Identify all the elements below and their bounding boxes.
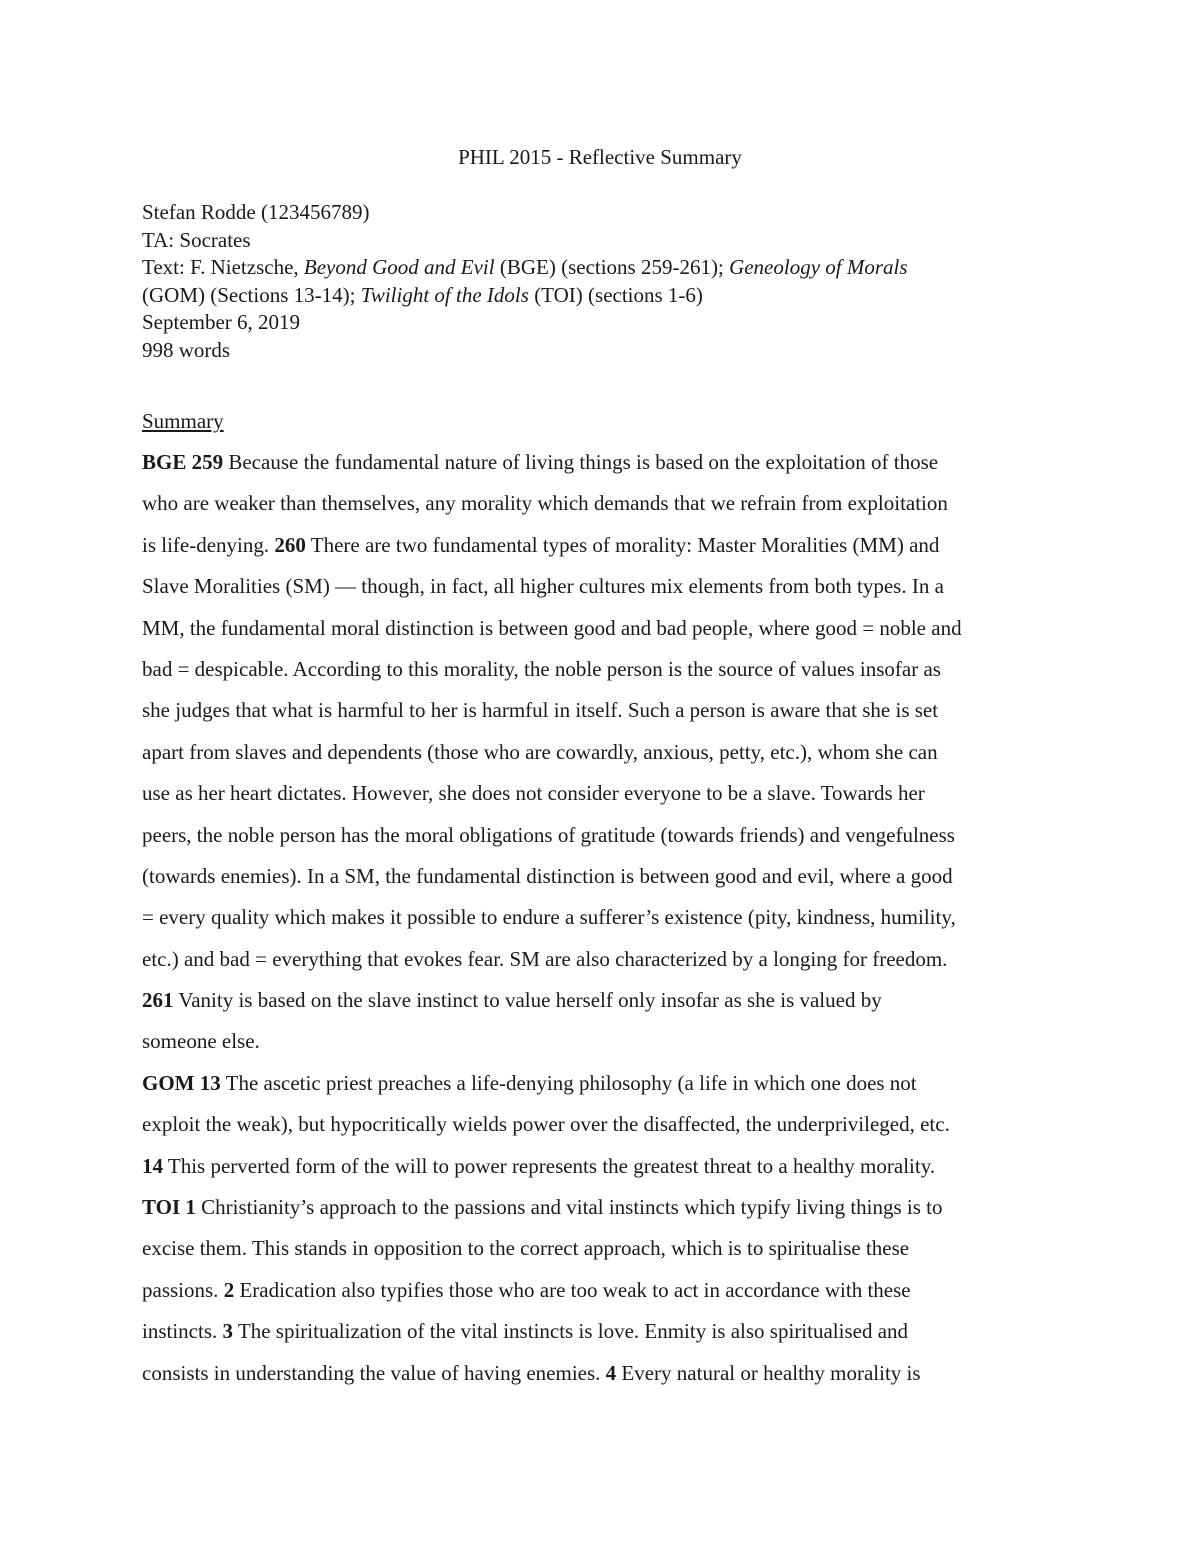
body-text-run: The ascetic priest preaches a life-denying philosophy (a life in which one does not [220, 1070, 917, 1095]
section-marker: 3 [222, 1319, 234, 1344]
body-text-run: Eradication also typifies those who are too weak to act in accordance with these [234, 1277, 911, 1302]
body-line [142, 1110, 1062, 1151]
body-text-run: bad = despicable. According to this morality, the noble person is the source of values insofar as [142, 656, 941, 681]
body-line [142, 1069, 1062, 1110]
section-marker: 14 [142, 1153, 163, 1178]
body-line [142, 945, 1062, 986]
body-line [142, 986, 1062, 1027]
body-text-run: Because the fundamental nature of living things is based on the exploitation of those [223, 450, 939, 474]
body-text-run: someone else. [142, 1029, 260, 1054]
summary-heading: Summary [142, 409, 224, 433]
body-text-run: Vanity is based on the slave instinct to value herself only insofar as she is valued by [173, 988, 882, 1013]
document-title: PHIL 2015 - Reflective Summary [458, 145, 742, 169]
body-text-run: Christianity’s approach to the passions and vital instincts which typify living things is to [195, 1195, 943, 1220]
body-text-run: exploit the weak), but hypocritically wields power over the disaffected, the underprivileged, etc. [142, 1112, 950, 1137]
body-text-run: peers, the noble person has the moral obligations of gratitude (towards friends) and vengefulness [142, 822, 955, 847]
text-line-2 [142, 282, 1072, 310]
gom-title: Geneology of Morals [729, 255, 908, 279]
body-line [142, 572, 1062, 613]
body-text-run: = every quality which makes it possible to endure a sufferer’s existence (pity, kindness, humility, [142, 905, 956, 930]
body-line [142, 821, 1062, 862]
body-text-run: apart from slaves and dependents (those who are cowardly, anxious, petty, etc.), whom she can [142, 739, 938, 764]
header-info [142, 199, 1072, 364]
body-line [142, 614, 1062, 655]
body-text-run: The spiritualization of the vital instincts is love. Enmity is also spiritualised and [233, 1319, 909, 1344]
body-text-run: There are two fundamental types of morality: Master Moralities (MM) and [305, 532, 940, 557]
section-marker: GOM 13 [142, 1070, 221, 1095]
section-marker: 261 [142, 988, 174, 1013]
body-line [142, 1359, 1062, 1400]
body-line [142, 448, 1062, 489]
section-marker: 2 [223, 1277, 235, 1302]
body-text-run: excise them. This stands in opposition to the correct approach, which is to spiritualise these [142, 1236, 910, 1261]
body-line [142, 903, 1062, 944]
author-line: Stefan Rodde (123456789) [142, 200, 370, 224]
body-line [142, 862, 1062, 903]
body-line [142, 655, 1062, 696]
bge-title: Beyond Good and Evil [303, 255, 495, 279]
gom-rest: (GOM) (Sections 13-14); [142, 282, 361, 307]
text-prefix: Text: F. Nietzsche, [142, 255, 304, 279]
bge-rest: (BGE) (sections 259-261); [494, 255, 730, 279]
date-line: September 6, 2019 [142, 310, 301, 334]
body-text-run: (towards enemies). In a SM, the fundamental distinction is between good and evil, where a good [142, 863, 953, 888]
section-marker: BGE 259 [142, 450, 224, 474]
section-marker: TOI 1 [142, 1195, 196, 1220]
summary-body [142, 448, 1062, 1400]
body-text-run: consists in understanding the value of having enemies. [142, 1360, 606, 1385]
body-text-run: she judges that what is harmful to her is harmful in itself. Such a person is aware that she is set [142, 698, 939, 723]
section-marker: 260 [274, 532, 306, 557]
body-text-run: This perverted form of the will to power represents the greatest threat to a healthy morality. [163, 1153, 936, 1178]
toi-rest: (TOI) (sections 1-6) [528, 282, 703, 307]
body-text-run: Slave Moralities (SM) — though, in fact, all higher cultures mix elements from both types. In a [142, 574, 944, 599]
body-line [142, 1234, 1062, 1275]
toi-title: Twilight of the Idols [360, 282, 529, 307]
body-line [142, 1027, 1062, 1068]
ta-line: TA: Socrates [142, 227, 251, 252]
word-count: 998 words [142, 337, 231, 362]
body-line [142, 779, 1062, 820]
body-text-run: who are weaker than themselves, any morality which demands that we refrain from exploitation [142, 491, 948, 516]
body-line [142, 489, 1062, 530]
body-text-run: is life-denying. [142, 532, 275, 557]
body-text-run: instincts. [142, 1319, 223, 1344]
body-line [142, 1193, 1062, 1234]
body-line [142, 738, 1062, 779]
body-line [142, 1152, 1062, 1193]
body-line [142, 1276, 1062, 1317]
body-line [142, 531, 1062, 572]
body-text-run: passions. [142, 1277, 224, 1302]
body-text-run: Every natural or healthy morality is [616, 1360, 921, 1385]
body-line [142, 1317, 1062, 1358]
body-text-run: etc.) and bad = everything that evokes fear. SM are also characterized by a longing for freedom. [142, 946, 948, 971]
body-text-run: use as her heart dictates. However, she does not consider everyone to be a slave. Towards her [142, 781, 925, 806]
text-line-1 [142, 254, 1072, 282]
section-marker: 4 [605, 1360, 617, 1385]
body-line [142, 696, 1062, 737]
body-text-run: MM, the fundamental moral distinction is between good and bad people, where good = noble and [142, 615, 962, 640]
